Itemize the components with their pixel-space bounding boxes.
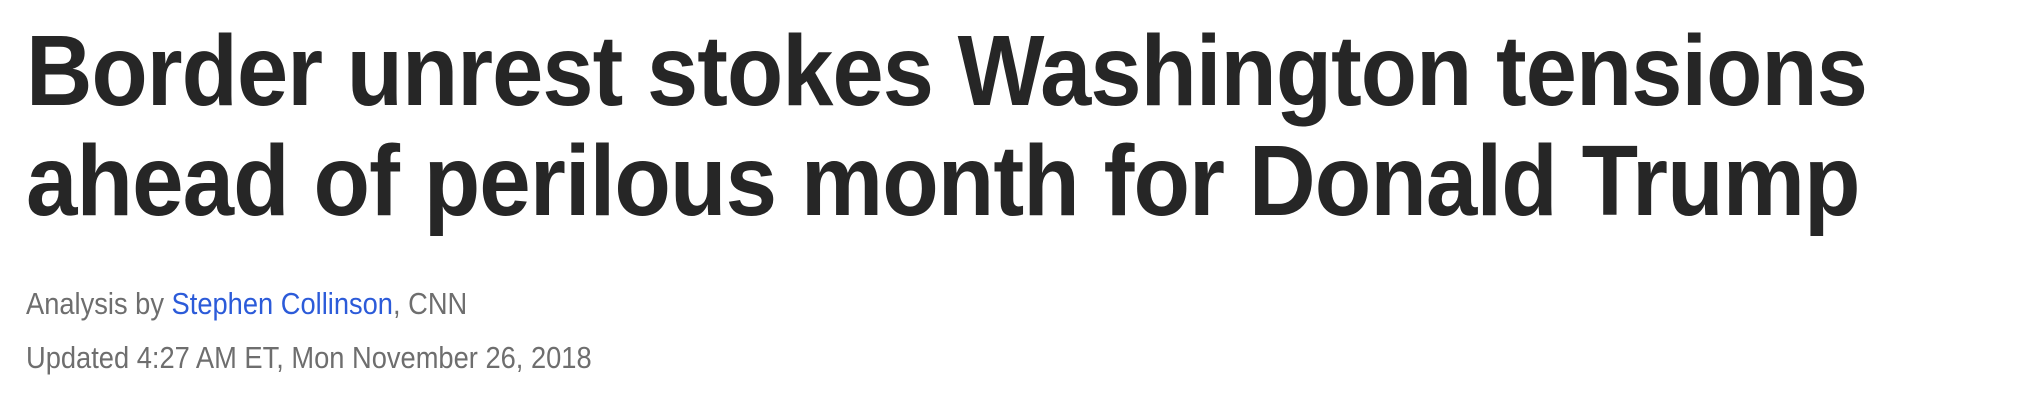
byline-prefix: Analysis by bbox=[26, 286, 172, 321]
updated-timestamp: Updated 4:27 AM ET, Mon November 26, 2018 bbox=[26, 340, 592, 375]
article-meta bbox=[26, 280, 669, 382]
headline-line-2: ahead of perilous month for Donald Trump bbox=[26, 125, 1860, 237]
author-link[interactable]: Stephen Collinson bbox=[171, 286, 393, 321]
byline bbox=[26, 280, 592, 328]
article-header bbox=[26, 0, 2016, 410]
headline-line-1: Border unrest stokes Washington tensions bbox=[26, 15, 1867, 127]
byline-suffix: , CNN bbox=[392, 286, 468, 321]
